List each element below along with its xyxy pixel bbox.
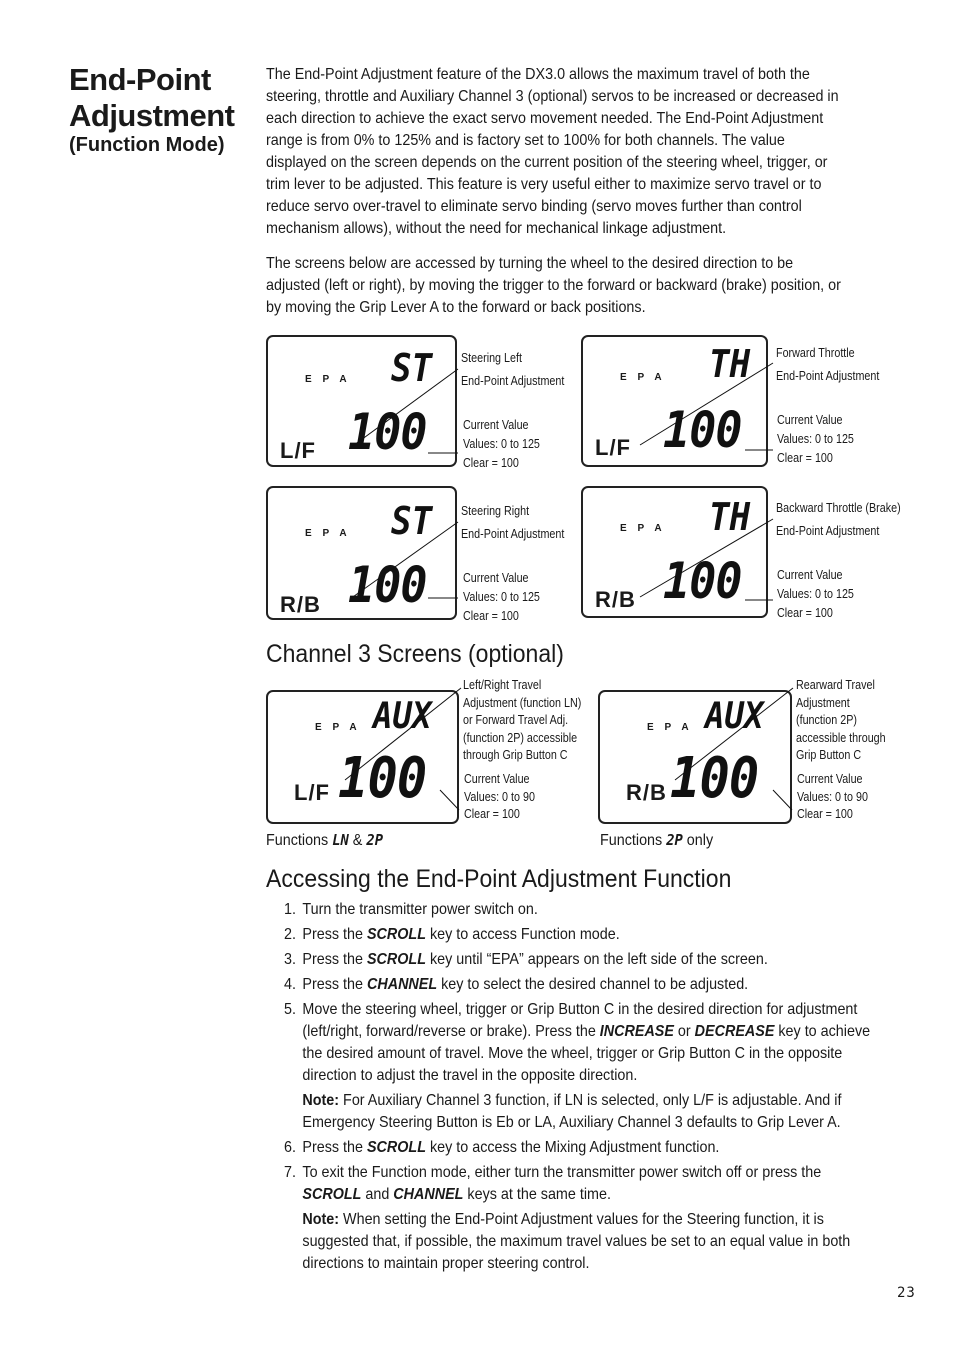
direction-indicator: L/F [595, 435, 631, 460]
epa-indicator: E P A [315, 722, 361, 733]
step-item [284, 924, 873, 946]
step-text: Turn the transmitter power switch on. [302, 901, 538, 918]
key-name: SCROLL [302, 1186, 362, 1203]
step-number: 7. [284, 1164, 296, 1181]
step-item [284, 999, 873, 1134]
step-note: Note: For Auxiliary Channel 3 function, if LN is selected, only L/F is adjustable. And if Emergency Steering Button is Eb or LA, Auxiliary Channel 3 defaults to Grip Lever A. [302, 1092, 842, 1131]
label-current-value: Current Value Values: 0 to 125 Clear = 100 [777, 413, 854, 465]
key-name: CHANNEL [393, 1186, 464, 1203]
functions-caption-left: Functions LN & 2P [266, 831, 383, 849]
ln-icon: LN [332, 831, 349, 849]
channel3-heading: Channel 3 Screens (optional) [266, 640, 564, 668]
page-subtitle: (Function Mode) [69, 134, 225, 156]
page-number: 23 [897, 1285, 916, 1301]
lcd-value: 100 [663, 552, 742, 610]
epa-indicator: E P A [620, 523, 666, 534]
step-number: 4. [284, 976, 296, 993]
key-name: CHANNEL [366, 976, 438, 993]
label-aux-rearward: Rearward Travel Adjustment (function 2P) accessible through Grip Button C [796, 678, 886, 762]
label-current-value: Current Value Values: 0 to 125 Clear = 100 [777, 568, 854, 620]
key-name: INCREASE [599, 1023, 674, 1040]
lcd-code: ST [391, 499, 433, 543]
step-number: 3. [284, 951, 296, 968]
lcd-screen-aux-right [598, 690, 792, 824]
intro-paragraph-2: The screens below are accessed by turning the wheel to the desired direction to be adjusted (left or right), by moving the trigger to the forward or backward (brake) position, or by moving the Grip Lever A to the forward or back positions. [266, 255, 841, 316]
step-number: 5. [284, 1001, 296, 1018]
label-forward-throttle: Forward Throttle End-Point Adjustment [776, 346, 880, 383]
epa-indicator: E P A [620, 372, 666, 383]
step-text: Press the SCROLL key until “EPA” appears on the left side of the screen. [302, 951, 768, 968]
key-name: DECREASE [694, 1023, 775, 1040]
epa-indicator: E P A [647, 722, 693, 733]
step-item [284, 1162, 873, 1275]
lcd-code: ST [391, 346, 433, 390]
lcd-code: TH [709, 495, 751, 539]
step-item [284, 949, 873, 971]
2p-icon: 2P [666, 831, 683, 849]
direction-indicator: L/F [294, 780, 330, 805]
page-title-line2: Adjustment [69, 98, 235, 133]
step-note: Note: When setting the End-Point Adjustment values for the Steering function, it is suggested that, if possible, the maximum travel values be set to an equal value in both directions to maintain proper steering control. [302, 1211, 851, 1272]
steps-list [284, 899, 873, 1278]
lcd-screen-forward-throttle [581, 335, 768, 467]
direction-indicator: R/B [595, 587, 636, 612]
functions-caption-right: Functions 2P only [600, 831, 714, 849]
step-number: 1. [284, 901, 296, 918]
lcd-code: TH [709, 342, 751, 386]
lcd-code: AUX [373, 696, 432, 737]
lcd-value: 100 [338, 746, 427, 811]
accessing-heading: Accessing the End-Point Adjustment Function [266, 865, 732, 893]
lcd-screen-steering-left [266, 335, 457, 467]
lcd-value: 100 [348, 556, 427, 614]
label-current-value: Current Value Values: 0 to 125 Clear = 100 [463, 418, 540, 470]
epa-indicator: E P A [305, 374, 351, 385]
label-steering-right: Steering Right End-Point Adjustment [461, 504, 565, 541]
direction-indicator: R/B [626, 780, 667, 805]
lcd-value: 100 [663, 401, 742, 459]
label-current-value: Current Value Values: 0 to 90 Clear = 100 [797, 772, 868, 821]
label-steering-left: Steering Left End-Point Adjustment [461, 351, 565, 388]
lcd-value: 100 [670, 746, 759, 811]
step-number: 6. [284, 1139, 296, 1156]
lcd-value: 100 [348, 403, 427, 461]
key-name: SCROLL [366, 926, 426, 943]
step-text: Move the steering wheel, trigger or Grip Button C in the desired direction for adjustment (left/right, forward/reverse or brake). Press the INCREASE or DECREASE key to achieve the desired amount of travel. Move the wheel, trigger or Grip Button C in the opposite direction to adjust the travel in the opposite direction. [302, 1001, 871, 1084]
step-item [284, 899, 873, 921]
step-item [284, 1137, 873, 1159]
step-text: Press the SCROLL key to access the Mixing Adjustment function. [302, 1139, 720, 1156]
direction-indicator: L/F [280, 438, 316, 463]
page-title-line1: End-Point [69, 62, 211, 97]
intro-paragraph-1: The End-Point Adjustment feature of the DX3.0 allows the maximum travel of both the steering, throttle and Auxiliary Channel 3 (optional) servos to be increased or decreased in each direction to achieve the exact servo movement needed. The End-Point Adjustment range is from 0% to 125% and is factory set to 100% for both channels. The value displayed on the screen depends on the current position of the steering wheel, trigger, or trim lever to be adjusted. This feature is very useful either to maximize servo travel or to reduce servo over-travel to eliminate servo binding (servo moves further than control mechanism allows), without the need for mechanical linkage adjustment. [266, 66, 839, 237]
label-current-value: Current Value Values: 0 to 125 Clear = 100 [463, 571, 540, 623]
key-name: SCROLL [366, 951, 426, 968]
lcd-screen-aux-left [266, 690, 459, 824]
step-item [284, 974, 873, 996]
lcd-screen-backward-throttle [581, 486, 768, 618]
step-text: Press the CHANNEL key to select the desired channel to be adjusted. [302, 976, 749, 993]
direction-indicator: R/B [280, 592, 321, 617]
2p-icon: 2P [366, 831, 383, 849]
label-backward-throttle: Backward Throttle (Brake) End-Point Adjustment [776, 501, 901, 538]
key-name: SCROLL [366, 1139, 426, 1156]
label-aux-left-right: Left/Right Travel Adjustment (function LN) or Forward Travel Adj. (function 2P) accessible through Grip Button C [463, 678, 582, 762]
step-text: Press the SCROLL key to access Function mode. [302, 926, 620, 943]
step-number: 2. [284, 926, 296, 943]
step-text: To exit the Function mode, either turn the transmitter power switch off or press the SCROLL and CHANNEL keys at the same time. [302, 1164, 822, 1203]
lcd-code: AUX [705, 696, 764, 737]
epa-indicator: E P A [305, 528, 351, 539]
lcd-screen-steering-right [266, 486, 457, 620]
label-current-value: Current Value Values: 0 to 90 Clear = 100 [464, 772, 535, 821]
page-title [69, 62, 235, 134]
